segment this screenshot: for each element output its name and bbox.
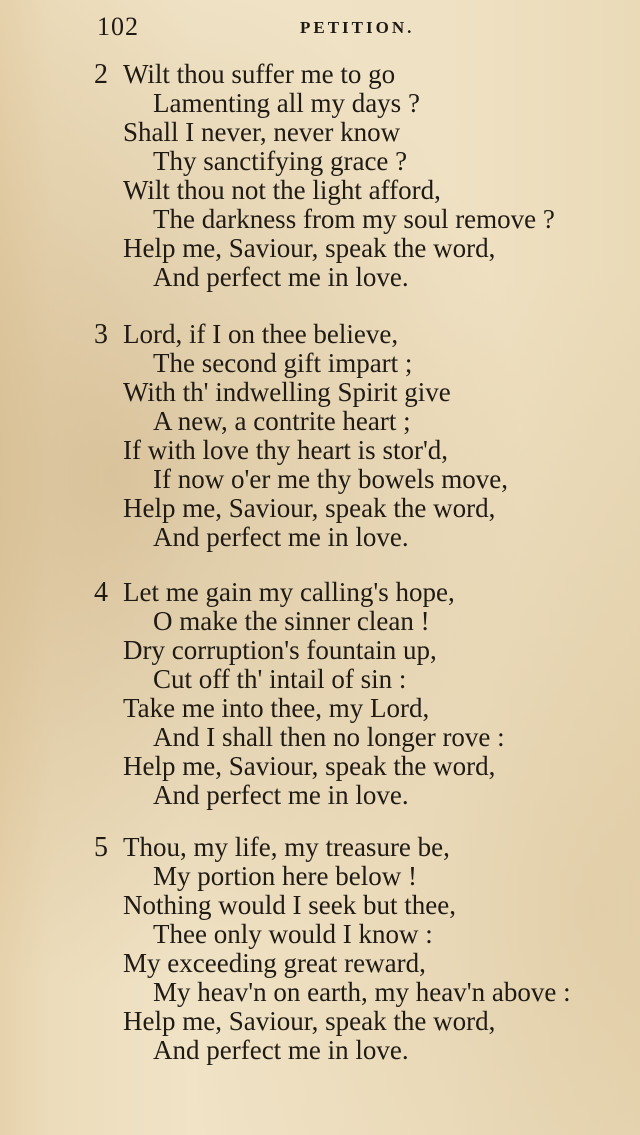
verse-line: Lord, if I on thee believe, bbox=[123, 319, 399, 349]
stanza-number: 5 bbox=[94, 832, 108, 863]
verse-line: Wilt thou suffer me to go bbox=[123, 59, 396, 89]
verse-line: If with love thy heart is stor'd, bbox=[123, 435, 449, 465]
verse-line: My portion here below ! bbox=[153, 861, 417, 891]
verse-line: Take me into thee, my Lord, bbox=[123, 693, 430, 723]
verse-line: With th' indwelling Spirit give bbox=[123, 377, 451, 407]
verse-line: Let me gain my calling's hope, bbox=[123, 577, 455, 607]
verse-line: The second gift impart ; bbox=[153, 348, 413, 378]
verse-line: Wilt thou not the light afford, bbox=[123, 175, 441, 205]
page-header bbox=[0, 12, 640, 48]
stanza-number: 2 bbox=[94, 59, 108, 90]
verse-line: My exceeding great reward, bbox=[123, 948, 426, 978]
verse-line: And perfect me in love. bbox=[153, 780, 409, 810]
verse-line: The darkness from my soul remove ? bbox=[153, 204, 555, 234]
verse-line: Help me, Saviour, speak the word, bbox=[123, 1006, 496, 1036]
verse-line: And perfect me in love. bbox=[153, 262, 409, 292]
verse-line: And perfect me in love. bbox=[153, 1035, 409, 1065]
verse-line: Help me, Saviour, speak the word, bbox=[123, 233, 496, 263]
verse-line: And I shall then no longer rove : bbox=[153, 722, 505, 752]
verse-line: Nothing would I seek but thee, bbox=[123, 890, 456, 920]
stanza-number: 4 bbox=[94, 577, 108, 608]
verse-line: Help me, Saviour, speak the word, bbox=[123, 493, 496, 523]
verse-line: Thee only would I know : bbox=[153, 919, 433, 949]
verse-line: And perfect me in love. bbox=[153, 522, 409, 552]
verse-line: A new, a contrite heart ; bbox=[153, 406, 411, 436]
verse-line: My heav'n on earth, my heav'n above : bbox=[153, 977, 571, 1007]
verse-line: O make the sinner clean ! bbox=[153, 606, 430, 636]
verse-line: Thou, my life, my treasure be, bbox=[123, 832, 450, 862]
verse-line: Shall I never, never know bbox=[123, 117, 401, 147]
page-number: 102 bbox=[97, 12, 139, 41]
stanza-number: 3 bbox=[94, 319, 108, 350]
verse-line: Cut off th' intail of sin : bbox=[153, 664, 407, 694]
verse-line: Thy sanctifying grace ? bbox=[153, 146, 408, 176]
verse-line: If now o'er me thy bowels move, bbox=[153, 464, 509, 494]
running-title: PETITION. bbox=[300, 18, 415, 37]
verse-line: Dry corruption's fountain up, bbox=[123, 635, 437, 665]
verse-line: Help me, Saviour, speak the word, bbox=[123, 751, 496, 781]
verse-line: Lamenting all my days ? bbox=[153, 88, 420, 118]
